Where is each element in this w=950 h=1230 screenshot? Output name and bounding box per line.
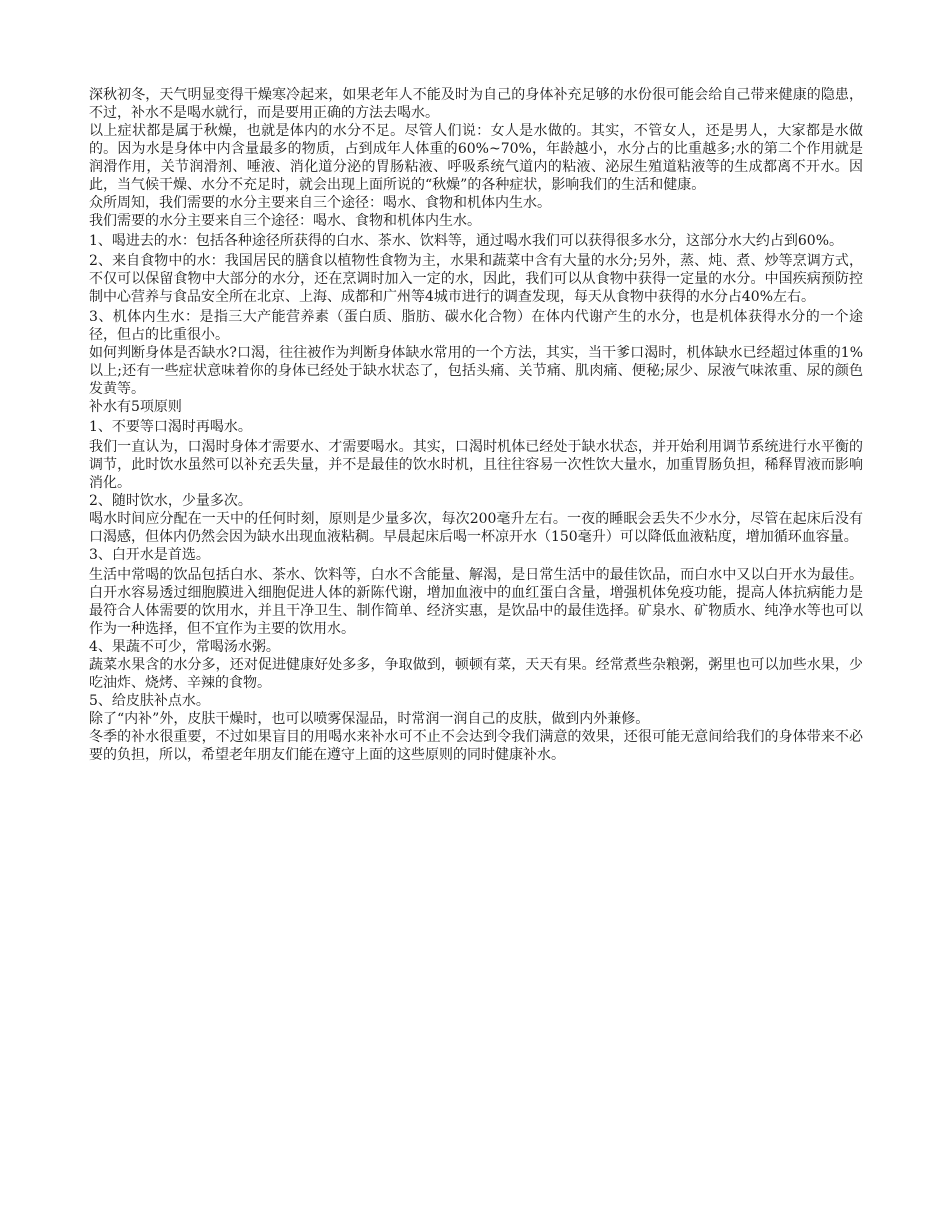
principle-4-text: 蔬菜水果含的水分多，还对促进健康好处多多，争取做到，顿顿有菜，天天有果。经常煮些杂粮粥，粥里也可以加些水果，少吃油炸、烧烤、辛辣的食物。: [89, 657, 863, 691]
conclusion-paragraph: 冬季的补水很重要，不过如果盲目的用喝水来补水可不止不会达到令我们满意的效果，还很可能无意间给我们的身体带来不必要的负担，所以，希望老年朋友们能在遵守上面的这些原则的同时健康补水。: [89, 729, 863, 763]
principle-4-heading: 4、果蔬不可少，常喝汤水粥。: [89, 639, 280, 655]
source-item-drinking: 1、喝进去的水：包括各种途径所获得的白水、茶水、饮料等，通过喝水我们可以获得很多水分，这部分水大约占到60%。: [89, 233, 844, 249]
intro-paragraph: 深秋初冬，天气明显变得干燥寒冷起来，如果老年人不能及时为自己的身体补充足够的水份很可能会给自己带来健康的隐患，不过，补水不是喝水就行，而是要用正确的方法去喝水。: [89, 87, 863, 121]
principle-2-heading: 2、随时饮水，少量多次。: [89, 493, 252, 509]
principle-1-heading: 1、不要等口渴时再喝水。: [89, 419, 252, 435]
principle-5-heading: 5、给皮肤补点水。: [89, 693, 210, 709]
source-item-metabolic: 3、机体内生水：是指三大产能营养素（蛋白质、脂肪、碳水化合物）在体内代谢产生的水分，也是机体获得水分的一个途径，但占的比重很小。: [89, 309, 863, 343]
principle-3-text: 生活中常喝的饮品包括白水、茶水、饮料等，白水不含能量、解渴，是日常生活中的最佳饮品，而白水中又以白开水为最佳。白开水容易透过细胞膜进入细胞促进人体的新陈代谢，增加血液中的血红蛋白含量，增强机体免疫功能，提高人体抗病能力是最符合人体需要的饮用水，并且干净卫生、制作简单、经济实惠，是饮品中的最佳选择。矿泉水、矿物质水、纯净水等也可以作为一种选择，但不宜作为主要的饮用水。: [89, 567, 863, 637]
water-sources-paragraph: 众所周知，我们需要的水分主要来自三个途径：喝水、食物和机体内生水。: [89, 195, 551, 211]
source-item-food: 2、来自食物中的水：我国居民的膳食以植物性食物为主，水果和蔬菜中含有大量的水分;另外，蒸、炖、煮、炒等烹调方式，不仅可以保留食物中大部分的水分，还在烹调时加入一定的水，因此，我们可以从食物中获得一定量的水分。中国疾病预防控制中心营养与食品安全所在北京、上海、成都和广州等4城市进行的调查发现，每天从食物中获得的水分占40%左右。: [89, 253, 863, 305]
principle-5-text: 除了“内补”外，皮肤干燥时，也可以喷雾保湿品，时常润一润自己的皮肤，做到内外兼修。: [89, 711, 650, 727]
dehydration-check-paragraph: 如何判断身体是否缺水?口渴，往往被作为判断身体缺水常用的一个方法，其实，当干爹口渴时，机体缺水已经超过体重的1%以上;还有一些症状意味着你的身体已经处于缺水状态了，包括头痛、关节痛、肌肉痛、便秘;尿少、尿液气味浓重、尿的颜色发黄等。: [89, 345, 863, 397]
principle-1-text: 我们一直认为，口渴时身体才需要水、才需要喝水。其实，口渴时机体已经处于缺水状态，并开始利用调节系统进行水平衡的调节，此时饮水虽然可以补充丢失量，并不是最佳的饮水时机，且往往容易一次性饮大量水，加重胃肠负担，稀释胃液而影响消化。: [89, 439, 863, 491]
article-body: [89, 86, 863, 764]
principle-2-text: 喝水时间应分配在一天中的任何时刻，原则是少量多次，每次200毫升左右。一夜的睡眠会丢失不少水分，尽管在起床后没有口渴感，但体内仍然会因为缺水出现血液粘稠。早晨起床后喝一杯凉开水（150毫升）可以降低血液粘度，增加循环血容量。: [89, 511, 863, 545]
autumn-dryness-paragraph: 以上症状都是属于秋燥，也就是体内的水分不足。尽管人们说：女人是水做的。其实，不管女人，还是男人，大家都是水做的。因为水是身体中内含量最多的物质，占到成年人体重的60%~70%，年龄越小，水分占的比重越多;水的第二个作用就是润滑作用，关节润滑剂、唾液、消化道分泌的胃肠粘液、呼吸系统气道内的粘液、泌尿生殖道粘液等的生成都离不开水。因此，当气候干燥、水分不充足时，就会出现上面所说的“秋燥”的各种症状，影响我们的生活和健康。: [89, 123, 863, 193]
water-sources-repeat-paragraph: 我们需要的水分主要来自三个途径：喝水、食物和机体内生水。: [89, 213, 481, 229]
principle-3-heading: 3、白开水是首选。: [89, 547, 210, 563]
principles-heading: 补水有5项原则: [89, 399, 182, 415]
